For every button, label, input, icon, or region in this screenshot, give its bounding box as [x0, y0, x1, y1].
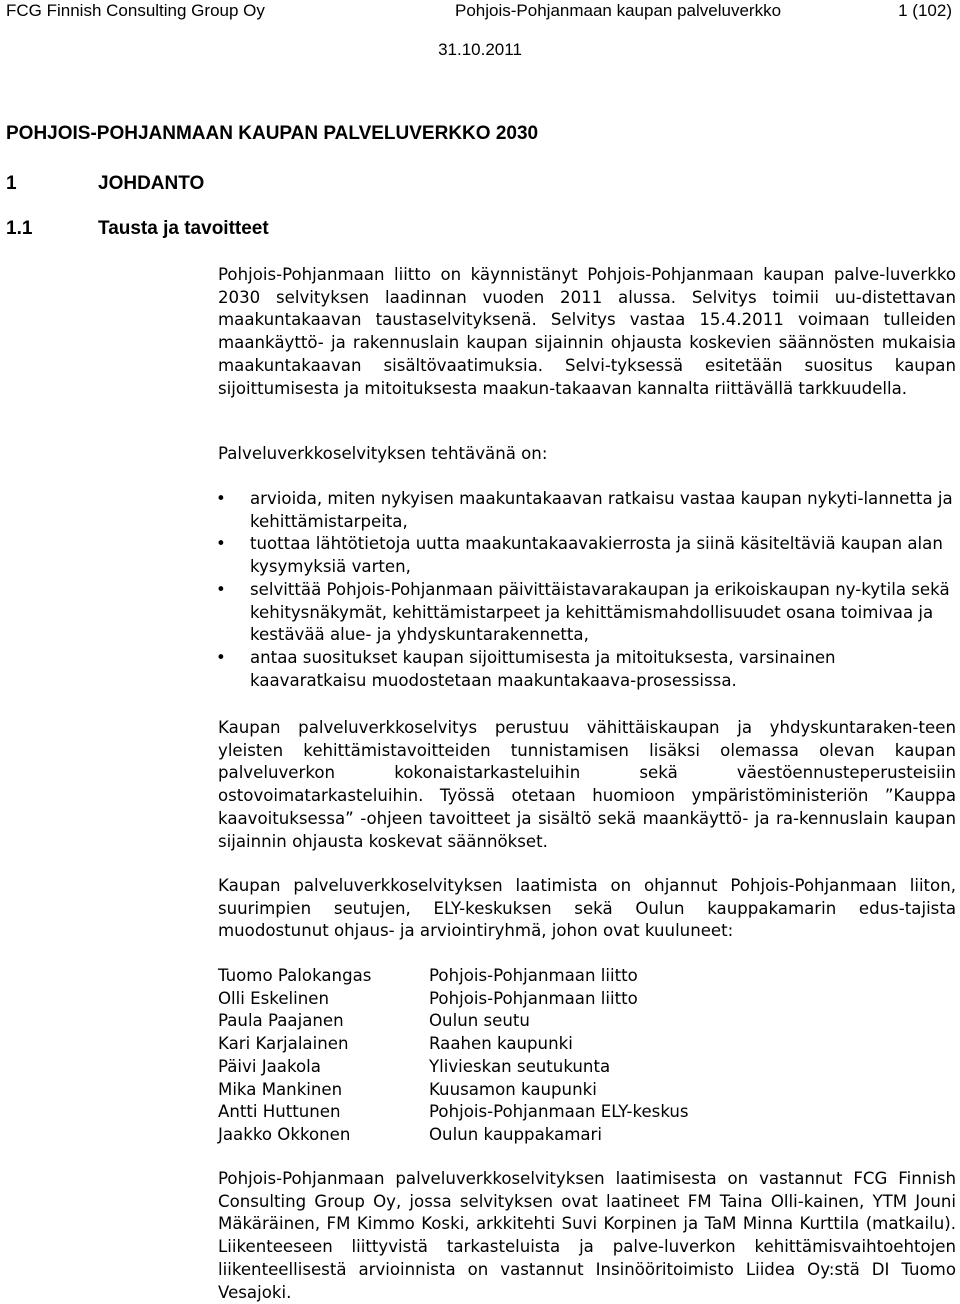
list-item-text: arvioida, miten nykyisen maakuntakaavan ratkaisu vastaa kaupan nykyti-lannetta ja kehittämistarpeita,: [250, 489, 953, 531]
list-item-text: selvittää Pohjois-Pohjanmaan päivittäistavarakaupan ja erikoiskaupan ny-kytila sekä kehitysnäkymät, kehittämistarpeet ja kehittämismahdollisuudet osana toimivaa ja kestävää alue- ja yhdyskuntarakennetta,: [250, 579, 950, 645]
subsection-heading: [6, 218, 269, 240]
bullet-icon: •: [216, 489, 226, 508]
document-main-title: POHJOIS-POHJANMAAN KAUPAN PALVELUVERKKO 2030: [6, 123, 539, 144]
member-organization: Pohjois-Pohjanmaan ELY-keskus: [429, 1102, 689, 1122]
member-name: Päivi Jaakola: [218, 1056, 321, 1076]
list-item: [218, 647, 956, 692]
bullet-icon: •: [216, 579, 226, 599]
list-item-text: antaa suositukset kaupan sijoittumisesta ja mitoituksesta, varsinainen kaavaratkaisu muodostetaan maakuntakaava-prosessissa.: [250, 647, 836, 690]
member-organization: Pohjois-Pohjanmaan liitto: [429, 966, 638, 985]
member-name: Tuomo Palokangas: [218, 966, 372, 985]
bullet-icon: •: [216, 647, 226, 667]
header-company: FCG Finnish Consulting Group Oy: [6, 1, 265, 20]
member-organization: Pohjois-Pohjanmaan liitto: [429, 988, 638, 1008]
member-name: Antti Huttunen: [218, 1102, 341, 1122]
member-row: [218, 1124, 689, 1147]
header-date: 31.10.2011: [438, 40, 522, 59]
member-organization: Ylivieskan seutukunta: [429, 1056, 611, 1076]
section-number: 1: [6, 173, 17, 194]
member-name: Kari Karjalainen: [218, 1034, 349, 1054]
member-row: [218, 1033, 689, 1056]
section-title: JOHDANTO: [98, 173, 205, 194]
subsection-title: Tausta ja tavoitteet: [98, 218, 269, 239]
member-row: [218, 1010, 689, 1033]
bullet-icon: •: [216, 534, 226, 554]
page-header: [0, 0, 960, 70]
task-list: [218, 488, 956, 692]
header-page-number: 1 (102): [898, 1, 952, 20]
member-row: [218, 965, 689, 988]
member-name: Paula Paajanen: [218, 1011, 344, 1031]
list-item: [218, 488, 956, 533]
member-name: Jaakko Okkonen: [218, 1124, 351, 1144]
member-row: [218, 988, 689, 1011]
member-organization: Oulun kauppakamari: [429, 1124, 602, 1144]
task-intro-paragraph: Palveluverkkoselvityksen tehtävänä on:: [218, 444, 548, 463]
list-item-text: tuottaa lähtötietoja uutta maakuntakaavakierrosta ja siinä käsiteltäviä kaupan alan kysymyksiä varten,: [250, 534, 943, 577]
member-organization: Oulun seutu: [429, 1011, 530, 1031]
member-row: [218, 1101, 689, 1124]
list-item: [218, 579, 956, 647]
member-row: [218, 1079, 689, 1102]
member-name: Mika Mankinen: [218, 1079, 343, 1099]
list-item: [218, 533, 956, 578]
methodology-paragraph: Kaupan palveluverkkoselvitys perustuu vähittäiskaupan ja yhdyskuntaraken-teen yleisten kehittämistavoitteiden tunnistamisen lisäksi olemassa olevan kaupan palveluverkon kokonaistarkasteluihin sekä väestöennusteperusteisiin ostovoimatarkasteluihin. Työssä otetaan huomioon ympäristöministeriön ”Kauppa kaavoituksessa” -ohjeen tavoitteet ja sisältö sekä maankäyttö- ja ra-kennuslain kaupan sijainnin ohjausta koskevat säännökset.: [218, 718, 956, 851]
member-organization: Kuusamon kaupunki: [429, 1079, 597, 1099]
authors-paragraph: Pohjois-Pohjanmaan palveluverkkoselvityksen laatimisesta on vastannut FCG Finnish Consulting Group Oy, jossa selvityksen ovat laatineet FM Taina Olli-kainen, YTM Jouni Mäkäräinen, FM Kimmo Koski, arkkitehti Suvi Korpinen ja TaM Minna Kurttila (matkailu). Liikenteeseen liittyvistä tarkasteluista ja palve-luverkon kehittämisvaihtoehtojen liikenteellisestä arvioinnista on vastannut Insinööritoimisto Liidea Oy:stä DI Tuomo Vesajoki.: [218, 1169, 956, 1302]
steering-group-members: [218, 965, 689, 1147]
section-heading: [6, 173, 204, 195]
header-document-title: Pohjois-Pohjanmaan kaupan palveluverkko: [455, 1, 782, 20]
member-name: Olli Eskelinen: [218, 988, 329, 1008]
member-row: [218, 1056, 689, 1079]
subsection-number: 1.1: [6, 218, 33, 239]
intro-paragraph: Pohjois-Pohjanmaan liitto on käynnistänyt Pohjois-Pohjanmaan kaupan palve-luverkko 2030 selvityksen laadinnan vuoden 2011 alussa. Selvitys toimii uu-distettavan maakuntakaavan taustaselvityksenä. Selvitys vastaa 15.4.2011 voimaan tulleiden maankäyttö- ja rakennuslain kaupan sijainnin ohjausta koskevien säännösten mukaisia maakuntakaavan sisältövaatimuksia. Selvi-tyksessä esitetään suositus kaupan sijoittumisesta ja mitoituksesta maakun-takaavan kannalta riittävällä tarkkuudella.: [218, 265, 956, 398]
member-organization: Raahen kaupunki: [429, 1034, 573, 1054]
steering-group-paragraph: Kaupan palveluverkkoselvityksen laatimista on ohjannut Pohjois-Pohjanmaan liiton, suurimpien seutujen, ELY-keskuksen sekä Oulun kauppakamarin edus-tajista muodostunut ohjaus- ja arviointiryhmä, johon ovat kuuluneet:: [218, 876, 956, 941]
